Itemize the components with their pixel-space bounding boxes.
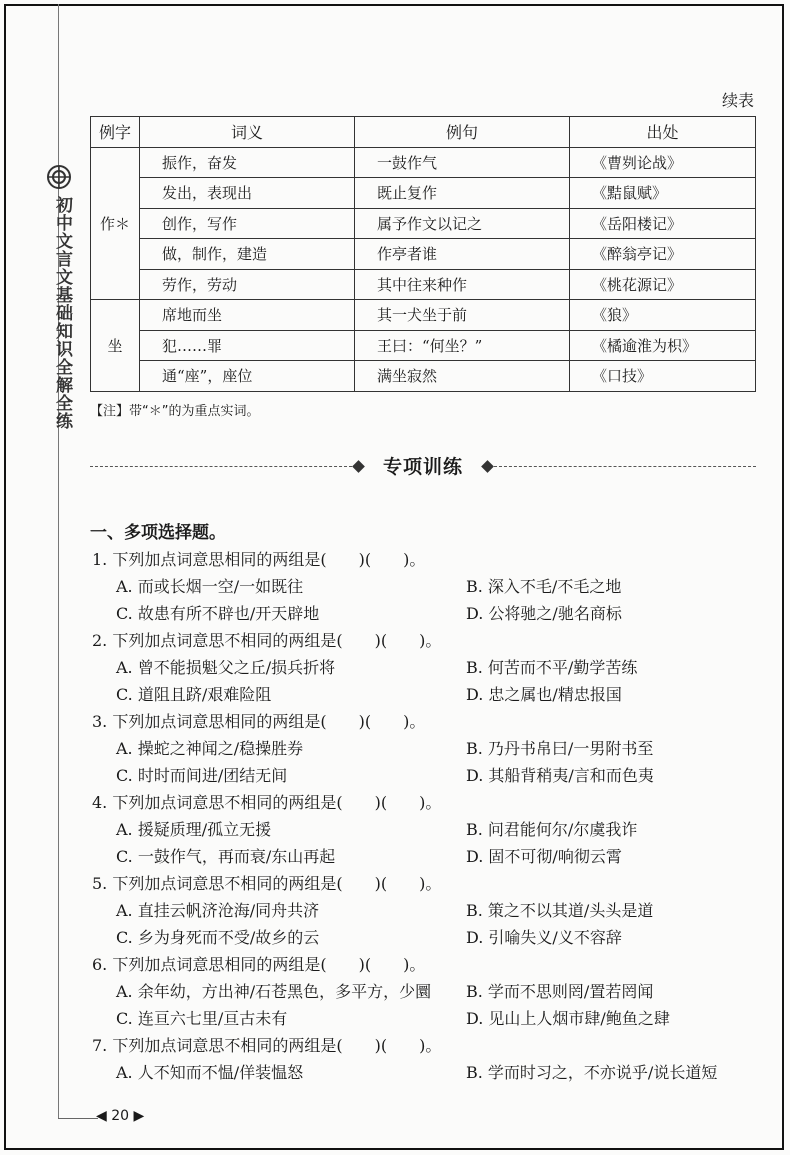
table-row xyxy=(91,147,756,178)
option-b: B. 深入不毛/不毛之地 xyxy=(466,577,622,596)
example-cell: 其中往来种作 xyxy=(355,269,570,300)
meaning-cell: 通“座”，座位 xyxy=(140,361,355,392)
question-stem: 6. 下列加点词意思相同的两组是( )( )。 xyxy=(92,955,426,974)
example-cell: 其一犬坐于前 xyxy=(355,300,570,331)
header-source: 出处 xyxy=(570,117,756,148)
option-a: A. 余年幼，方出神/石苍黑色，多平方，少圜 xyxy=(116,982,432,1001)
question-stem: 1. 下列加点词意思相同的两组是( )( )。 xyxy=(92,550,426,569)
header-char: 例字 xyxy=(91,117,140,148)
example-cell: 作亭者谁 xyxy=(355,239,570,270)
meaning-cell: 劳作，劳动 xyxy=(140,269,355,300)
source-cell: 《口技》 xyxy=(570,361,756,392)
source-cell: 《岳阳楼记》 xyxy=(570,208,756,239)
source-cell: 《醉翁亭记》 xyxy=(570,239,756,270)
source-cell: 《桃花源记》 xyxy=(570,269,756,300)
option-a: A. 援疑质理/孤立无援 xyxy=(116,820,272,839)
part-heading: 一、多项选择题。 xyxy=(90,523,226,543)
ornament-icon xyxy=(46,164,72,190)
option-b: B. 策之不以其道/头头是道 xyxy=(466,901,654,920)
table-row xyxy=(91,178,756,209)
section-diamond-icon xyxy=(352,460,365,473)
table-row xyxy=(91,361,756,392)
option-c: C. 时时而间进/团结无间 xyxy=(116,766,288,785)
source-cell: 《橘逾淮为枳》 xyxy=(570,330,756,361)
option-c: C. 连亘六七里/亘古未有 xyxy=(116,1009,288,1028)
section-rule-left xyxy=(90,466,352,467)
section-header xyxy=(90,452,756,482)
option-a: A. 直挂云帆济沧海/同舟共济 xyxy=(116,901,320,920)
example-char: 作＊ xyxy=(91,147,140,300)
question-stem: 4. 下列加点词意思不相同的两组是( )( )。 xyxy=(92,793,442,812)
source-cell: 《曹刿论战》 xyxy=(570,147,756,178)
table-row xyxy=(91,269,756,300)
vocab-table xyxy=(90,116,756,392)
option-c: C. 道阻且跻/艰难险阻 xyxy=(116,685,272,704)
option-a: A. 人不知而不愠/佯装愠怒 xyxy=(116,1063,304,1082)
example-cell: 王曰：“何坐？” xyxy=(355,330,570,361)
option-c: C. 乡为身死而不受/故乡的云 xyxy=(116,928,320,947)
continued-label: 续表 xyxy=(721,91,754,110)
meaning-cell: 席地而坐 xyxy=(140,300,355,331)
example-cell: 属予作文以记之 xyxy=(355,208,570,239)
question-stem: 5. 下列加点词意思不相同的两组是( )( )。 xyxy=(92,874,442,893)
option-d: D. 其船背稍夷/言和而色夷 xyxy=(466,766,654,785)
table-row xyxy=(91,239,756,270)
table-note: 【注】带“＊”的为重点实词。 xyxy=(90,404,260,419)
header-meaning: 词义 xyxy=(140,117,355,148)
example-cell: 满坐寂然 xyxy=(355,361,570,392)
option-d: D. 见山上人烟市肆/鲍鱼之肆 xyxy=(466,1009,670,1028)
question-stem: 3. 下列加点词意思相同的两组是( )( )。 xyxy=(92,712,426,731)
meaning-cell: 犯……罪 xyxy=(140,330,355,361)
table-row xyxy=(91,330,756,361)
option-a: A. 操蛇之神闻之/稳操胜券 xyxy=(116,739,304,758)
option-a: A. 而或长烟一空/一如既往 xyxy=(116,577,304,596)
page-number: ◀ 20 ▶ xyxy=(96,1108,145,1124)
option-d: D. 引喻失义/义不容辞 xyxy=(466,928,622,947)
section-title: 专项训练 xyxy=(382,456,463,478)
question-stem: 7. 下列加点词意思不相同的两组是( )( )。 xyxy=(92,1036,442,1055)
example-char: 坐 xyxy=(91,300,140,392)
option-b: B. 何苦而不平/勤学苦练 xyxy=(466,658,638,677)
source-cell: 《黠鼠赋》 xyxy=(570,178,756,209)
source-cell: 《狼》 xyxy=(570,300,756,331)
meaning-cell: 创作，写作 xyxy=(140,208,355,239)
option-c: C. 一鼓作气，再而衰/东山再起 xyxy=(116,847,336,866)
table-header-row xyxy=(91,117,756,148)
book-title: 初中文言文基础知识全解全练 xyxy=(52,196,72,430)
section-rule-right xyxy=(494,466,756,467)
footer-rule xyxy=(58,1118,98,1119)
option-d: D. 公将驰之/驰名商标 xyxy=(466,604,622,623)
option-d: D. 忠之属也/精忠报国 xyxy=(466,685,622,704)
example-cell: 既止复作 xyxy=(355,178,570,209)
meaning-cell: 发出，表现出 xyxy=(140,178,355,209)
option-b: B. 学而不思则罔/置若罔闻 xyxy=(466,982,654,1001)
question-stem: 2. 下列加点词意思不相同的两组是( )( )。 xyxy=(92,631,442,650)
option-c: C. 故患有所不辟也/开天辟地 xyxy=(116,604,320,623)
option-d: D. 固不可彻/响彻云霄 xyxy=(466,847,622,866)
example-cell: 一鼓作气 xyxy=(355,147,570,178)
option-b: B. 学而时习之，不亦说乎/说长道短 xyxy=(466,1063,718,1082)
header-example: 例句 xyxy=(355,117,570,148)
table-row xyxy=(91,300,756,331)
table-row xyxy=(91,208,756,239)
section-diamond-icon xyxy=(481,460,494,473)
option-b: B. 乃丹书帛曰/一男附书至 xyxy=(466,739,654,758)
meaning-cell: 做，制作，建造 xyxy=(140,239,355,270)
meaning-cell: 振作，奋发 xyxy=(140,147,355,178)
option-b: B. 问君能何尔/尔虞我诈 xyxy=(466,820,638,839)
option-a: A. 曾不能损魁父之丘/损兵折将 xyxy=(116,658,336,677)
